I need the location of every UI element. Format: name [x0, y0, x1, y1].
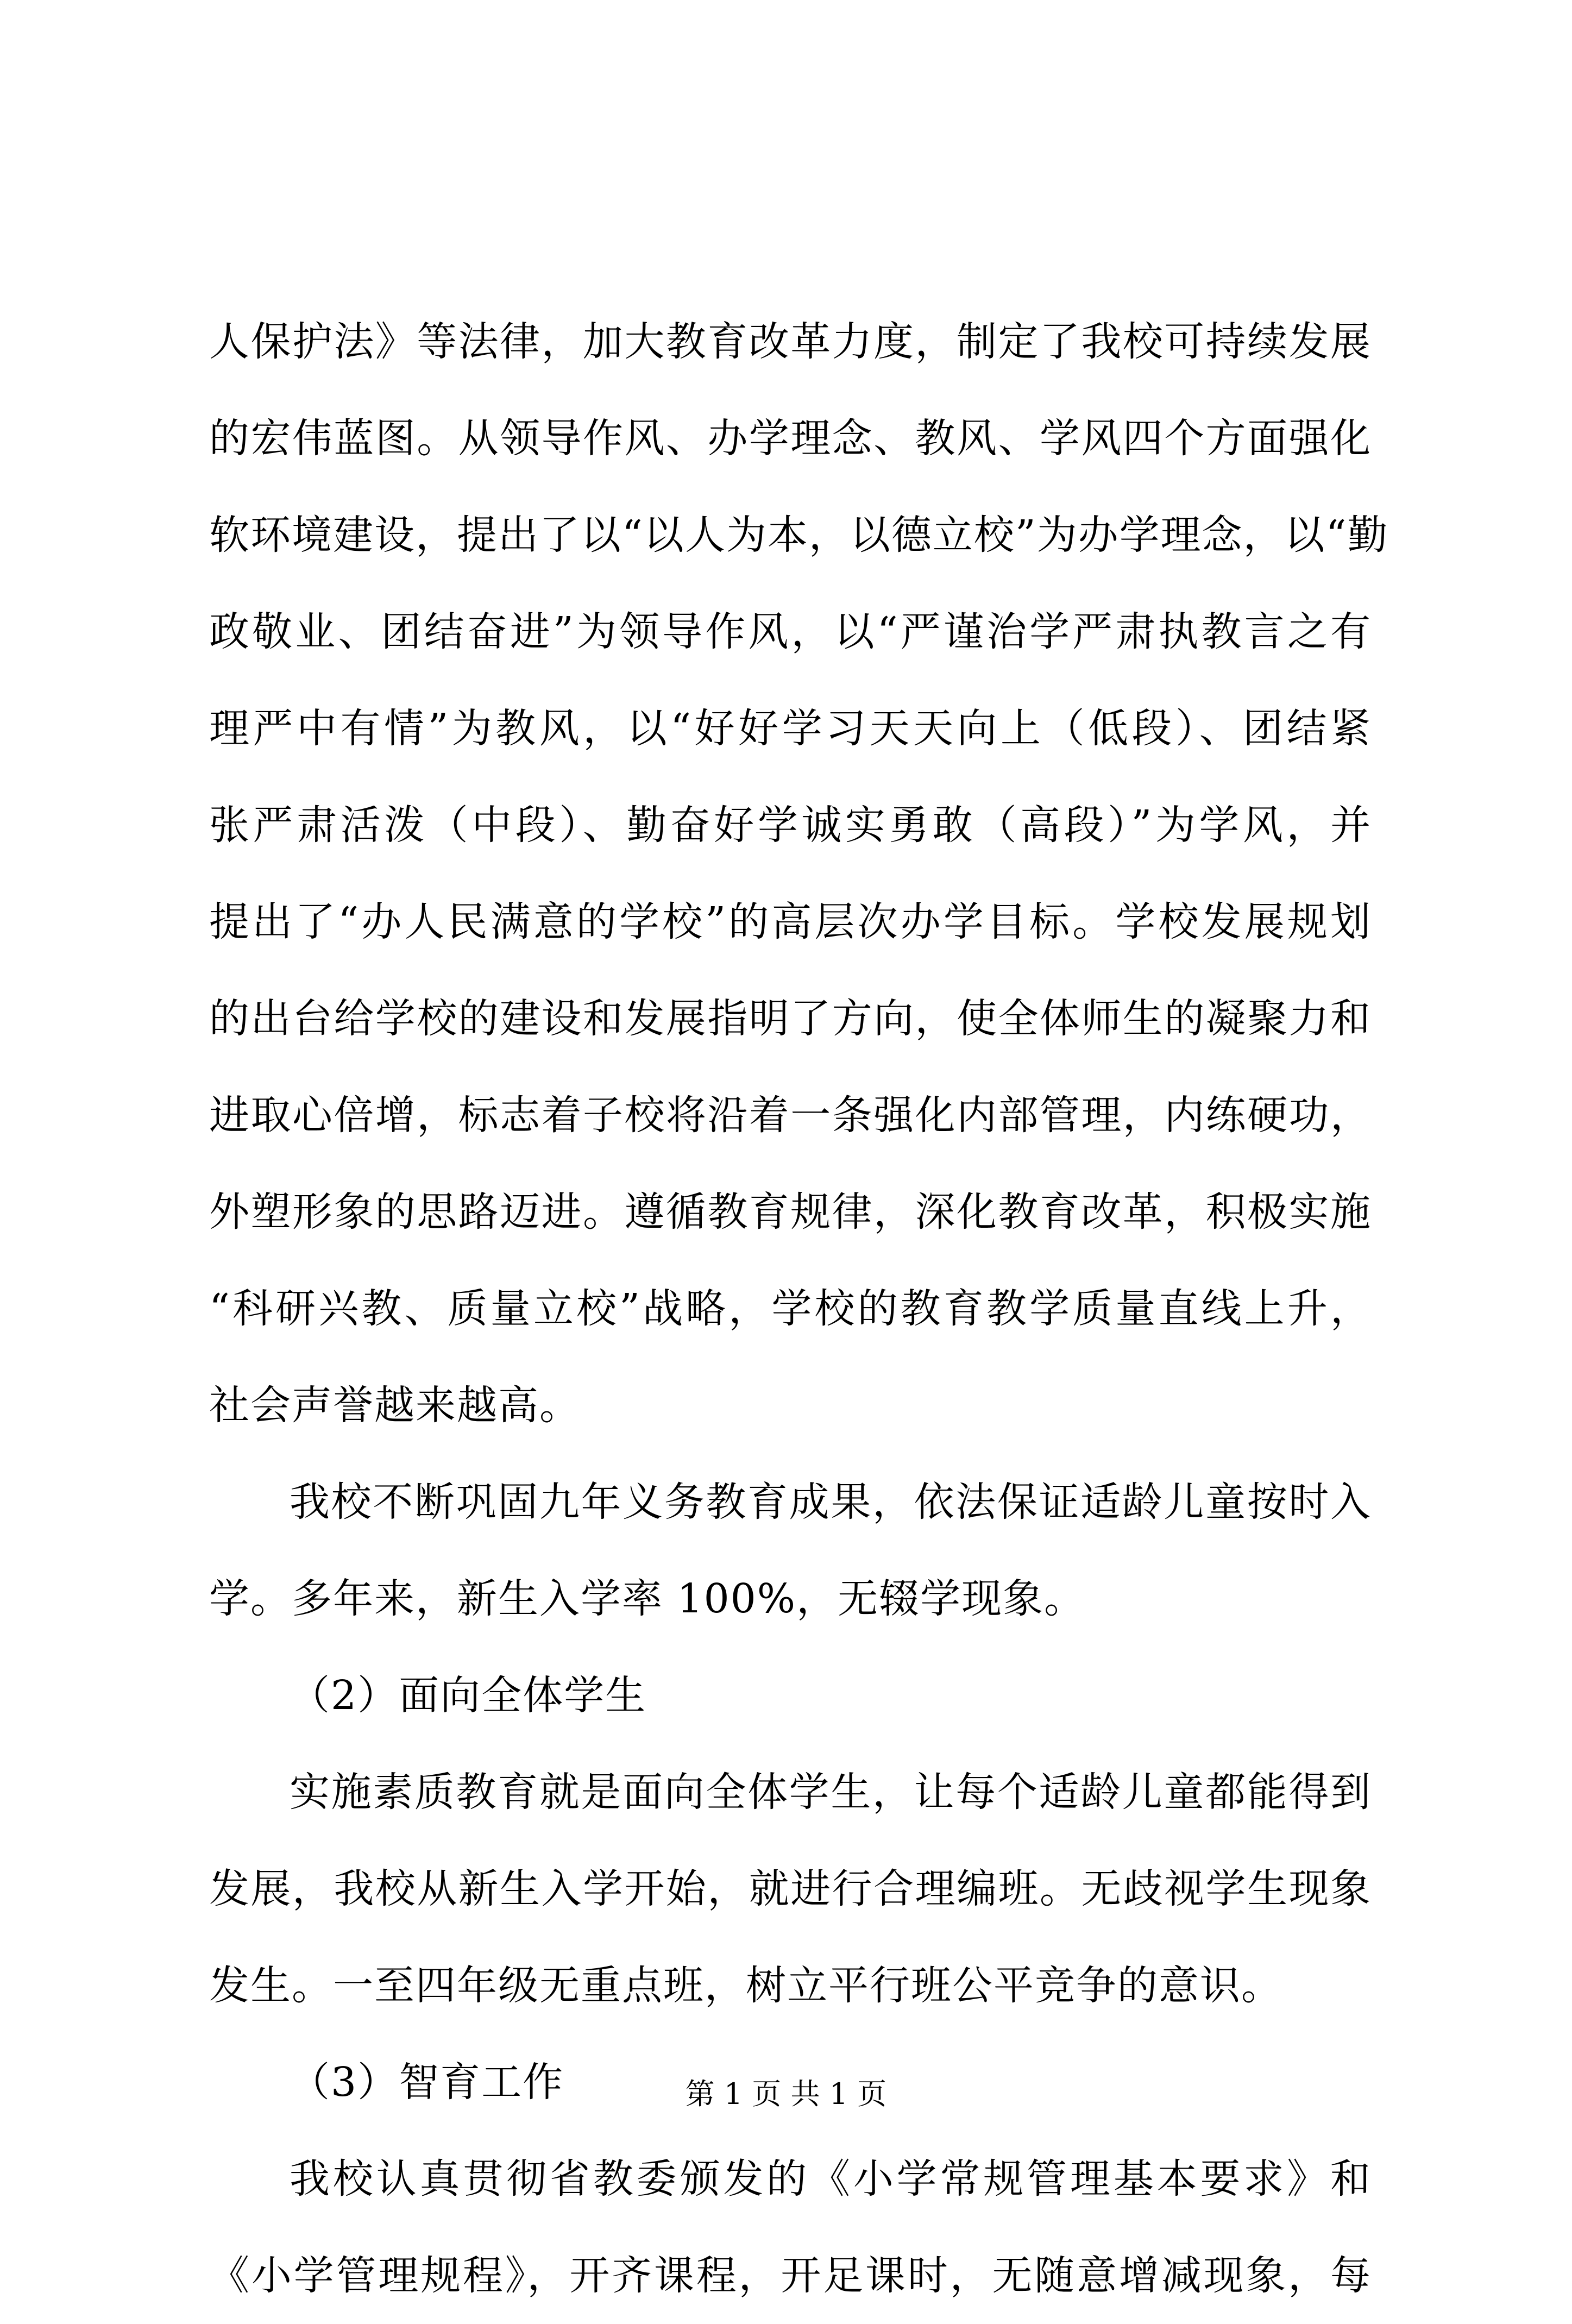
- document-body: [209, 293, 1389, 2324]
- text-line: 《小学管理规程》，开齐课程，开足课时，无随意增减现象，每: [209, 2252, 1372, 2299]
- text-line: 的宏伟蓝图。从领导作风、办学理念、教风、学风四个方面强化: [209, 415, 1372, 462]
- text-line: 社会声誉越来越高。: [209, 1382, 581, 1429]
- text-line: “科研兴教、质量立校”战略，学校的教育教学质量直线上升，: [209, 1285, 1372, 1332]
- text-line: 提出了“办人民满意的学校”的高层次办学目标。学校发展规划: [209, 899, 1372, 945]
- text-line: 外塑形象的思路迈进。遵循教育规律，深化教育改革，积极实施: [209, 1189, 1372, 1235]
- section-heading: （3）智育工作: [290, 2059, 564, 2106]
- text-line: 发生。一至四年级无重点班，树立平行班公平竞争的意识。: [209, 1962, 1282, 2009]
- paragraph-first-line: 实施素质教育就是面向全体学生，让每个适龄儿童都能得到: [290, 1769, 1372, 1816]
- text-line: 理严中有情”为教风，以“好好学习天天向上（低段）、团结紧: [209, 705, 1372, 752]
- text-line: 的出台给学校的建设和发展指明了方向，使全体师生的凝聚力和: [209, 995, 1372, 1042]
- text-line: 政敬业、团结奋进”为领导作风，以“严谨治学严肃执教言之有: [209, 608, 1372, 655]
- text-line: 进取心倍增，标志着子校将沿着一条强化内部管理，内练硬功，: [209, 1092, 1372, 1139]
- section-heading: （2）面向全体学生: [290, 1672, 647, 1719]
- text-line: 张严肃活泼（中段）、勤奋好学诚实勇敢（高段）”为学风，并: [209, 802, 1372, 849]
- page-number-footer: 第 1 页 共 1 页: [685, 2077, 887, 2111]
- text-line: 学。多年来，新生入学率 100%，无辍学现象。: [209, 1575, 1086, 1622]
- text-line: 人保护法》等法律，加大教育改革力度，制定了我校可持续发展: [209, 318, 1372, 365]
- text-line: 软环境建设，提出了以“以人为本，以德立校”为办学理念，以“勤: [209, 512, 1389, 558]
- paragraph-first-line: 我校认真贯彻省教委颁发的《小学常规管理基本要求》和: [290, 2156, 1372, 2202]
- text-line: 发展，我校从新生入学开始，就进行合理编班。无歧视学生现象: [209, 1866, 1372, 1912]
- paragraph-first-line: 我校不断巩固九年义务教育成果，依法保证适龄儿童按时入: [290, 1479, 1372, 1525]
